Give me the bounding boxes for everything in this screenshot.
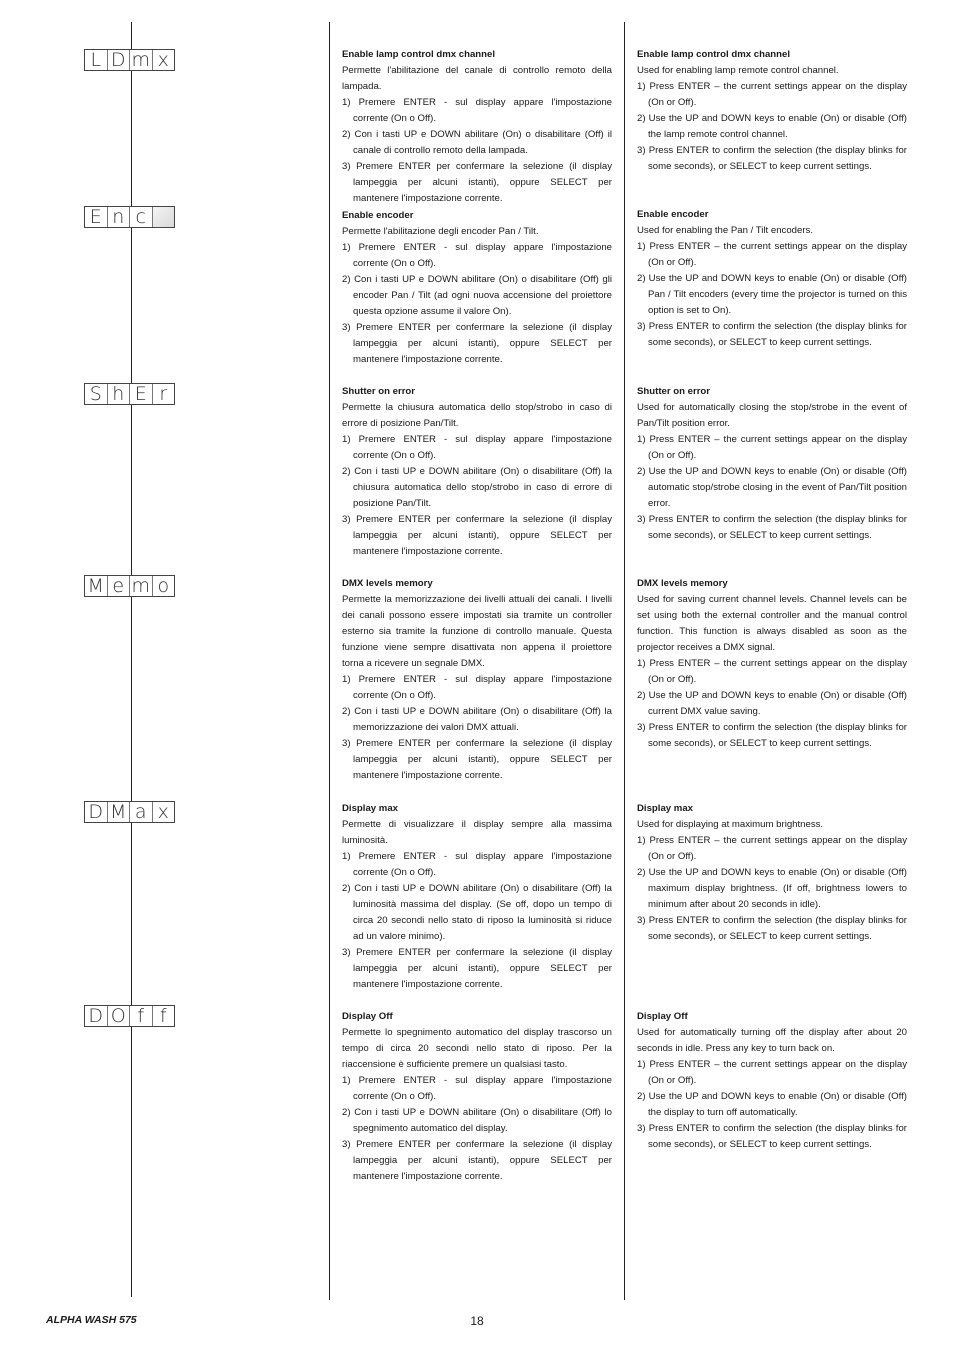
page-number: 18 xyxy=(470,1314,484,1328)
step-item: 2) Use the UP and DOWN keys to enable (On) or disable (Off) the display to turn off automatically. xyxy=(637,1091,907,1118)
step-item: 3) Premere ENTER per confermare la selezione (il display lampeggia per alcuni istanti), oppure SELECT per mantenere l'impostazione corrente. xyxy=(342,947,612,990)
step-item: 3) Premere ENTER per confermare la selezione (il display lampeggia per alcuni istanti), oppure SELECT per mantenere l'impostazione corrente. xyxy=(342,738,612,781)
steps-list xyxy=(637,432,907,544)
lcd-char: a xyxy=(130,802,153,822)
section-title: Enable lamp control dmx channel xyxy=(637,49,790,60)
section-en xyxy=(637,384,907,544)
section-it xyxy=(342,801,612,993)
section-body: Permette di visualizzare il display sempre alla massima luminosità. xyxy=(342,819,612,846)
step-item: 1) Premere ENTER - sul display appare l'impostazione corrente (On o Off). xyxy=(342,242,612,269)
lcd-char: n xyxy=(108,207,131,227)
steps-list xyxy=(637,1057,907,1153)
section-body: Used for displaying at maximum brightness. xyxy=(637,819,824,830)
step-item: 1) Premere ENTER - sul display appare l'impostazione corrente (On o Off). xyxy=(342,674,612,701)
section-en xyxy=(637,576,907,752)
section-title: Enable lamp control dmx channel xyxy=(342,49,495,60)
section-title: DMX levels memory xyxy=(637,578,728,589)
section-body: Permette l'abilitazione del canale di controllo remoto della lampada. xyxy=(342,65,612,92)
lcd-char: O xyxy=(108,1006,131,1026)
step-item: 2) Con i tasti UP e DOWN abilitare (On) o disabilitare (Off) il canale di controllo remoto della lampada. xyxy=(342,129,612,156)
section-it xyxy=(342,576,612,784)
steps-list xyxy=(342,95,612,207)
step-item: 3) Press ENTER to confirm the selection (the display blinks for some seconds), or SELECT to keep current settings. xyxy=(637,514,907,541)
section-title: Display max xyxy=(342,803,398,814)
steps-list xyxy=(637,79,907,175)
step-item: 2) Use the UP and DOWN keys to enable (On) or disable (Off) Pan / Tilt encoders (every time the projector is turned on this option is set to On). xyxy=(637,273,907,316)
section-body: Permette la memorizzazione dei livelli attuali dei canali. I livelli dei canali possono essere impostati sia tramite un controller esterno sia tramite la funzione di controllo manuale. Questa funzione viene sempre disattivata non appena il proiettore torna a ricevere un segnale DMX. xyxy=(342,594,612,669)
lcd-char: o xyxy=(157,574,170,597)
steps-list xyxy=(342,240,612,368)
step-item: 3) Premere ENTER per confermare la selezione (il display lampeggia per alcuni istanti), oppure SELECT per mantenere l'impostazione corrente. xyxy=(342,1139,612,1182)
steps-list xyxy=(342,672,612,784)
lcd-char: E xyxy=(85,207,108,227)
step-item: 1) Premere ENTER - sul display appare l'impostazione corrente (On o Off). xyxy=(342,851,612,878)
section-title: Enable encoder xyxy=(637,209,709,220)
step-item: 1) Press ENTER – the current settings appear on the display (On or Off). xyxy=(637,241,907,268)
lcd-char: r xyxy=(159,382,168,405)
steps-list xyxy=(342,432,612,560)
section-en xyxy=(637,801,907,945)
step-item: 2) Use the UP and DOWN keys to enable (On) or disable (Off) maximum display brightness. (If off, brightness lowers to minimum after about 20 seconds in idle). xyxy=(637,867,907,910)
step-item: 1) Press ENTER – the current settings appear on the display (On or Off). xyxy=(637,658,907,685)
lcd-char: e xyxy=(108,576,131,596)
section-en xyxy=(637,47,907,175)
steps-list xyxy=(342,1073,612,1185)
steps-list xyxy=(637,833,907,945)
lcd-char: M xyxy=(85,576,108,596)
section-body: Used for automatically turning off the display after about 20 seconds in idle. Press any key to turn back on. xyxy=(637,1027,907,1054)
lcd-display xyxy=(84,383,175,405)
section-body: Permette l'abilitazione degli encoder Pan / Tilt. xyxy=(342,226,539,237)
lcd-char: M xyxy=(108,802,131,822)
lcd-display xyxy=(84,49,175,71)
section-it xyxy=(342,47,612,207)
step-item: 1) Premere ENTER - sul display appare l'impostazione corrente (On o Off). xyxy=(342,434,612,461)
step-item: 2) Con i tasti UP e DOWN abilitare (On) o disabilitare (Off) la memorizzazione dei valori DMX attuali. xyxy=(342,706,612,733)
step-item: 3) Press ENTER to confirm the selection (the display blinks for some seconds), or SELECT to keep current settings. xyxy=(637,321,907,348)
lcd-char: x xyxy=(157,48,169,71)
lcd-char: D xyxy=(108,50,131,70)
steps-list xyxy=(637,239,907,351)
column-divider-right xyxy=(624,22,625,1300)
step-item: 1) Press ENTER – the current settings appear on the display (On or Off). xyxy=(637,835,907,862)
section-body: Used for saving current channel levels. Channel levels can be set using both the external controller and the manual control function. This function is always disabled as soon as the projector receives a DMX signal. xyxy=(637,594,907,653)
section-body: Used for automatically closing the stop/strobe in the event of Pan/Tilt position error. xyxy=(637,402,907,429)
section-title: Display max xyxy=(637,803,693,814)
step-item: 1) Premere ENTER - sul display appare l'impostazione corrente (On o Off). xyxy=(342,97,612,124)
steps-list xyxy=(342,849,612,993)
lcd-char: D xyxy=(85,802,108,822)
section-title: Shutter on error xyxy=(637,386,711,397)
step-item: 1) Premere ENTER - sul display appare l'impostazione corrente (On o Off). xyxy=(342,1075,612,1102)
section-it xyxy=(342,1009,612,1185)
lcd-display xyxy=(84,801,175,823)
lcd-char: m xyxy=(130,576,153,596)
lcd-display xyxy=(84,1005,175,1027)
step-item: 2) Use the UP and DOWN keys to enable (On) or disable (Off) the lamp remote control channel. xyxy=(637,113,907,140)
section-body: Used for enabling lamp remote control channel. xyxy=(637,65,839,76)
lcd-display xyxy=(84,575,175,597)
step-item: 2) Con i tasti UP e DOWN abilitare (On) o disabilitare (Off) la luminosità massima del display. (Se off, dopo un tempo di circa 20 secondi nello stato di riposo la luminosità si riduce ad un valore minimo). xyxy=(342,883,612,942)
lcd-char xyxy=(153,207,175,227)
lcd-char: D xyxy=(85,1006,108,1026)
section-body: Permette lo spegnimento automatico del display trascorso un tempo di circa 20 secondi nello stato di riposo. Per la riaccensione è sufficiente premere un qualsiasi tasto. xyxy=(342,1027,612,1070)
lcd-char: f xyxy=(159,1004,167,1027)
step-item: 1) Press ENTER – the current settings appear on the display (On or Off). xyxy=(637,434,907,461)
section-it xyxy=(342,208,612,368)
section-title: Shutter on error xyxy=(342,386,416,397)
section-en xyxy=(637,207,907,351)
lcd-char: L xyxy=(85,50,108,70)
step-item: 3) Press ENTER to confirm the selection (the display blinks for some seconds), or SELECT to keep current settings. xyxy=(637,1123,907,1150)
step-item: 3) Premere ENTER per confermare la selezione (il display lampeggia per alcuni istanti), oppure SELECT per mantenere l'impostazione corrente. xyxy=(342,161,612,204)
steps-list xyxy=(637,656,907,752)
lcd-char: E xyxy=(130,384,153,404)
lcd-display xyxy=(84,206,175,228)
step-item: 3) Premere ENTER per confermare la selezione (il display lampeggia per alcuni istanti), oppure SELECT per mantenere l'impostazione corrente. xyxy=(342,514,612,557)
step-item: 1) Press ENTER – the current settings appear on the display (On or Off). xyxy=(637,1059,907,1086)
column-divider-left xyxy=(329,22,330,1300)
step-item: 2) Con i tasti UP e DOWN abilitare (On) o disabilitare (Off) la chiusura automatica dello stop/strobo in caso di errore di posizione Pan/Tilt. xyxy=(342,466,612,509)
step-item: 3) Press ENTER to confirm the selection (the display blinks for some seconds), or SELECT to keep current settings. xyxy=(637,722,907,749)
step-item: 2) Con i tasti UP e DOWN abilitare (On) o disabilitare (Off) lo spegnimento automatico del display. xyxy=(342,1107,612,1134)
lcd-char: x xyxy=(157,800,169,823)
section-title: DMX levels memory xyxy=(342,578,433,589)
step-item: 1) Press ENTER – the current settings appear on the display (On or Off). xyxy=(637,81,907,108)
step-item: 2) Use the UP and DOWN keys to enable (On) or disable (Off) automatic stop/strobe closing in the event of Pan/Tilt position error. xyxy=(637,466,907,509)
section-title: Enable encoder xyxy=(342,210,414,221)
product-name: ALPHA WASH 575 xyxy=(46,1314,137,1326)
section-title: Display Off xyxy=(342,1011,393,1022)
section-title: Display Off xyxy=(637,1011,688,1022)
step-item: 3) Press ENTER to confirm the selection (the display blinks for some seconds), or SELECT to keep current settings. xyxy=(637,915,907,942)
step-item: 3) Premere ENTER per confermare la selezione (il display lampeggia per alcuni istanti), oppure SELECT per mantenere l'impostazione corrente. xyxy=(342,322,612,365)
lcd-char: S xyxy=(85,384,108,404)
section-en xyxy=(637,1009,907,1153)
step-item: 2) Use the UP and DOWN keys to enable (On) or disable (Off) current DMX value saving. xyxy=(637,690,907,717)
step-item: 2) Con i tasti UP e DOWN abilitare (On) o disabilitare (Off) gli encoder Pan / Tilt (ad ogni nuova accensione del proiettore questa opzione assume il valore On). xyxy=(342,274,612,317)
lcd-char: c xyxy=(130,207,153,227)
lcd-char: m xyxy=(130,50,153,70)
step-item: 3) Press ENTER to confirm the selection (the display blinks for some seconds), or SELECT to keep current settings. xyxy=(637,145,907,172)
section-it xyxy=(342,384,612,560)
lcd-char: f xyxy=(130,1006,153,1026)
section-body: Used for enabling the Pan / Tilt encoders. xyxy=(637,225,813,236)
lcd-char: h xyxy=(108,384,131,404)
section-body: Permette la chiusura automatica dello stop/strobo in caso di errore di posizione Pan/Tilt. xyxy=(342,402,612,429)
